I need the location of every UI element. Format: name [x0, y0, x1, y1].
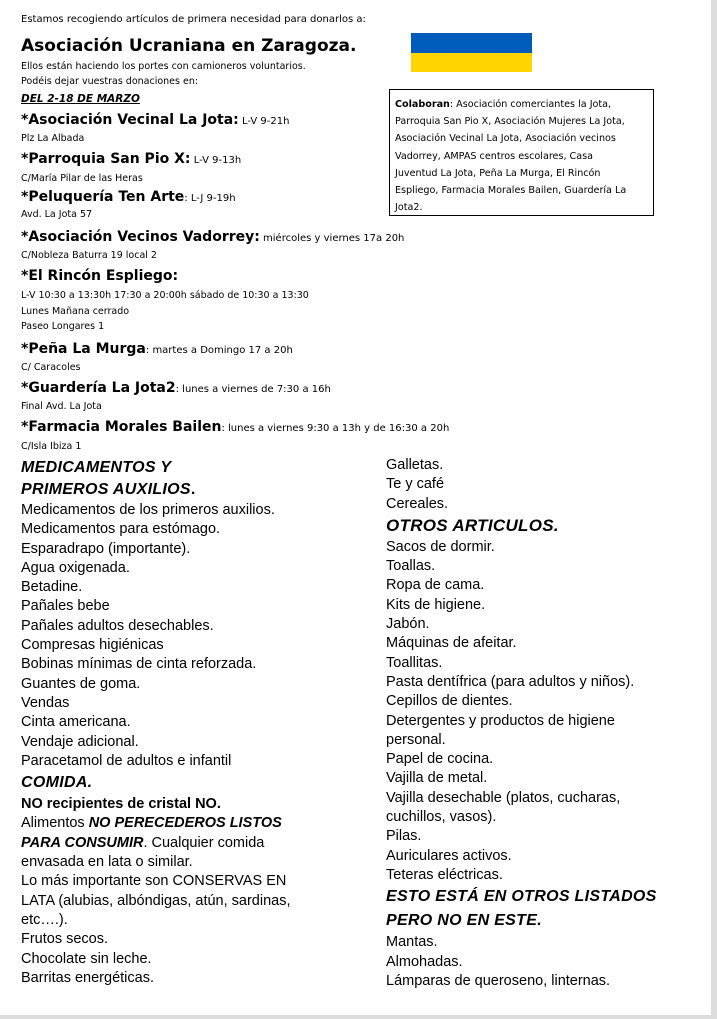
list-item: Pasta dentífrica (para adultos y niños). [386, 673, 635, 690]
collaborators-line: Juventud La Jota, Peña La Murga, El Rincón [395, 167, 601, 179]
location-farmacia [21, 418, 449, 436]
no-glass-note: NO recipientes de cristal NO. [21, 796, 221, 813]
list-item: envasada en lata o similar. [21, 854, 193, 871]
location-name: *Peña La Murga [21, 341, 146, 357]
location-hours: miércoles y viernes 17a 20h [259, 233, 405, 244]
location-name: *Farmacia Morales Bailen [21, 419, 222, 435]
list-item: Agua oxigenada. [21, 559, 130, 576]
list-item: Cepillos de dientes. [386, 693, 513, 710]
list-item [21, 834, 291, 853]
list-item: Sacos de dormir. [386, 538, 495, 555]
location-address: Avd. La Jota 57 [21, 209, 93, 220]
list-item: Toallitas. [386, 654, 443, 671]
location-name: *Guardería La Jota2 [21, 380, 176, 396]
list-item: Lo más importante son CONSERVAS EN [21, 873, 287, 890]
food-heading: COMIDA. [21, 774, 93, 792]
association-note-1: Ellos están haciendo los portes con camioneros voluntarios. [21, 61, 306, 72]
location-name: *Peluquería Ten Arte [21, 189, 185, 205]
location-name: *Parroquia San Pio X: [21, 151, 191, 167]
list-item: Detergentes y productos de higiene [386, 712, 615, 729]
list-item: Pañales bebe [21, 598, 110, 615]
list-item: Toallas. [386, 558, 436, 575]
flag-blue-band [411, 33, 532, 53]
location-address: Plz La Albada [21, 133, 85, 144]
list-item: Betadine. [21, 579, 83, 596]
location-pena-murga [21, 340, 293, 358]
location-address: Paseo Longares 1 [21, 321, 105, 332]
collaborators-line: Asociación Vecinal La Jota, Asociación vecinos [395, 133, 616, 145]
location-address: C/María Pilar de las Heras [21, 173, 143, 184]
list-item: Guantes de goma. [21, 675, 141, 692]
list-item: Máquinas de afeitar. [386, 635, 517, 652]
other-items-heading: OTROS ARTICULOS. [386, 515, 559, 535]
list-item: Lámparas de queroseno, linternas. [386, 972, 611, 989]
location-address: Final Avd. La Jota [21, 401, 102, 412]
list-item: Ropa de cama. [386, 577, 485, 594]
list-item: Bobinas mínimas de cinta reforzada. [21, 656, 257, 673]
list-item: Mantas. [386, 934, 438, 951]
list-item: Kits de higiene. [386, 596, 486, 613]
list-item: etc….). [21, 911, 68, 928]
first-aid-heading: PRIMEROS AUXILIOS. [21, 481, 196, 498]
intro-text: Estamos recogiendo artículos de primera necesidad para donarlos a: [21, 14, 366, 25]
location-hours: L-V 9-21h [238, 116, 290, 127]
list-item: Pilas. [386, 828, 422, 845]
list-item: cuchillos, vasos). [386, 809, 497, 826]
medicines-heading: MEDICAMENTOS Y [21, 459, 172, 476]
list-item: Vajilla desechable (platos, cucharas, [386, 789, 621, 806]
list-item: Vendas [21, 694, 70, 711]
list-item: Vendaje adicional. [21, 733, 139, 750]
list-item: Papel de cocina. [386, 751, 494, 768]
list-item: personal. [386, 731, 446, 748]
special-heading-2: PERO NO EN ESTE. [386, 912, 542, 930]
list-item: Vajilla de metal. [386, 770, 488, 787]
association-title: Asociación Ucraniana en Zaragoza. [21, 36, 357, 56]
list-item: Auriculares activos. [386, 847, 512, 864]
location-address: C/Isla Ibiza 1 [21, 441, 82, 452]
first-aid-heading-text: PRIMEROS AUXILIOS [21, 481, 191, 498]
list-item: Compresas higiénicas [21, 637, 164, 654]
collaborators-box [389, 89, 654, 216]
location-guarderia [21, 379, 331, 397]
location-hours: L-V 9-13h [190, 155, 242, 166]
ukraine-flag-icon [411, 33, 532, 72]
collaborators-line: Jota2. [395, 202, 423, 214]
collaborators-line: : Asociación comerciantes la Jota, [449, 99, 612, 110]
left-column [21, 457, 291, 988]
right-column [386, 456, 657, 991]
list-item: LATA (alubias, albóndigas, atún, sardinas, [21, 892, 291, 909]
list-item: Chocolate sin leche. [21, 950, 152, 967]
location-vadorrey [21, 228, 404, 246]
food-emphasis: NO PERECEDEROS LISTOS [88, 815, 282, 832]
collaborators-label: Colaboran [395, 99, 450, 110]
list-item: Te y café [386, 476, 445, 493]
list-item: Jabón. [386, 616, 430, 633]
location-hours: : lunes a viernes de 7:30 a 16h [175, 384, 331, 395]
food-text: Alimentos [21, 815, 89, 832]
list-item: Barritas energéticas. [21, 969, 154, 986]
dates-label: DEL 2-18 DE MARZO [21, 93, 140, 105]
list-item: Medicamentos para estómago. [21, 521, 221, 538]
location-la-jota [21, 111, 289, 129]
food-text: . Cualquier comida [143, 834, 265, 851]
location-hours: : lunes a viernes 9:30 a 13h y de 16:30 a 20h [221, 423, 450, 434]
list-item: Teteras eléctricas. [386, 866, 503, 883]
special-heading-1: ESTO ESTÁ EN OTROS LISTADOS [386, 888, 657, 906]
location-san-pio [21, 150, 241, 168]
location-name: *Asociación Vecinal La Jota: [21, 112, 239, 128]
collaborators-line: Espliego, Farmacia Morales Bailen, Guardería La [395, 185, 627, 197]
location-name: *Asociación Vecinos Vadorrey: [21, 229, 260, 245]
collaborators-line: Parroquia San Pio X, Asociación Mujeres La Jota, [395, 116, 625, 128]
food-emphasis: PARA CONSUMIR [21, 834, 144, 851]
location-note: Lunes Mañana cerrado [21, 306, 130, 317]
location-rincon-espliego: *El Rincón Espliego: [21, 268, 179, 284]
list-item: Medicamentos de los primeros auxilios. [21, 502, 275, 518]
collaborators-line: Vadorrey, AMPAS centros escolares, Casa [395, 150, 594, 162]
location-ten-arte [21, 188, 236, 206]
list-item: Frutos secos. [21, 931, 109, 948]
association-note-2: Podéis dejar vuestras donaciones en: [21, 76, 199, 87]
list-item: Esparadrapo (importante). [21, 540, 191, 557]
location-address: C/Nobleza Baturra 19 local 2 [21, 250, 157, 261]
location-hours: : L-J 9-19h [184, 193, 236, 204]
list-item: Galletas. [386, 457, 444, 473]
list-item: Cereales. [386, 495, 449, 512]
flag-yellow-band [411, 53, 532, 73]
list-item: Paracetamol de adultos e infantil [21, 752, 232, 769]
location-hours: : martes a Domingo 17 a 20h [145, 345, 293, 356]
list-item: Almohadas. [386, 953, 463, 970]
location-hours: L-V 10:30 a 13:30h 17:30 a 20:00h sábado de 10:30 a 13:30 [21, 290, 309, 301]
list-item [21, 814, 291, 833]
list-item: Cinta americana. [21, 714, 131, 731]
list-item: Pañales adultos desechables. [21, 617, 214, 634]
location-address: C/ Caracoles [21, 362, 81, 373]
